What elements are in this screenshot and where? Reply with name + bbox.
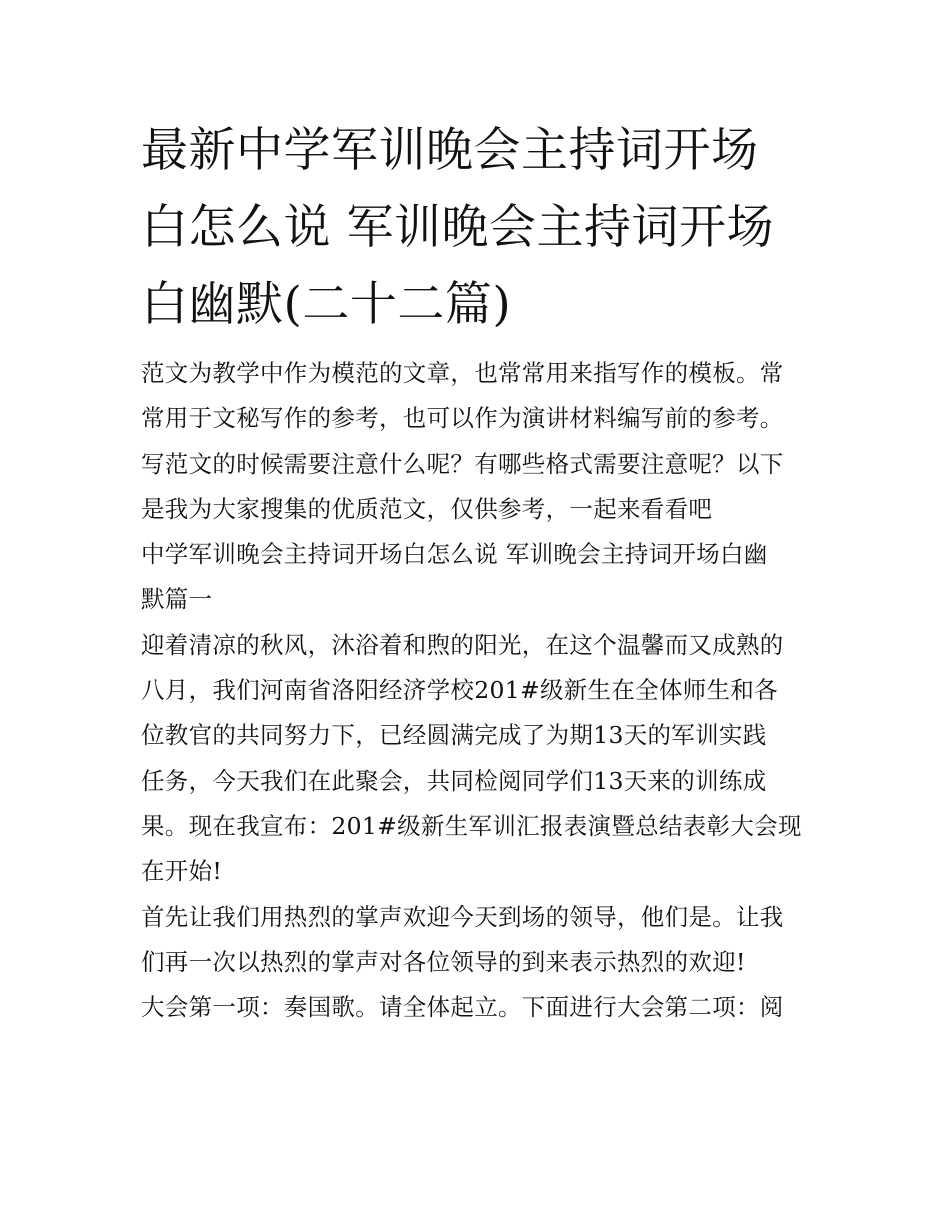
- text-line: 位教官的共同努力下，已经圆满完成了为期13天的军训实践: [141, 721, 767, 750]
- document-body: [141, 351, 813, 1030]
- text-line: 八月，我们河南省洛阳经济学校201#级新生在全体师生和各: [141, 676, 778, 705]
- section-heading: [141, 532, 813, 623]
- text-line: 范文为教学中作为模范的文章，也常常用来指写作的模板。常: [141, 359, 784, 387]
- title-line-3: 白幽默(二十二篇): [141, 277, 512, 332]
- text-line: 们再一次以热烈的掌声对各位领导的到来表示热烈的欢迎!: [141, 947, 746, 976]
- text-line: 在开始!: [141, 857, 223, 886]
- title-line-1: 最新中学军训晚会主持词开场: [141, 123, 759, 178]
- text-line: 是我为大家搜集的优质范文，仅供参考，一起来看看吧: [141, 494, 713, 523]
- text-line: 常用于文秘写作的参考，也可以作为演讲材料编写前的参考。: [141, 404, 784, 433]
- document-title: [141, 112, 813, 343]
- title-line-2: 白怎么说 军训晚会主持词开场: [141, 200, 774, 255]
- text-line: 首先让我们用热烈的掌声欢迎今天到场的领导，他们是。让我: [141, 902, 784, 931]
- text-line: 迎着清凉的秋风，沐浴着和煦的阳光，在这个温馨而又成熟的: [141, 630, 784, 659]
- document-page: [141, 112, 813, 1030]
- text-line: 默篇一: [141, 585, 213, 614]
- paragraph-welcome: [141, 895, 813, 986]
- paragraph-intro: [141, 351, 813, 532]
- paragraph-agenda: [141, 985, 813, 1030]
- text-line: 任务，今天我们在此聚会，共同检阅同学们13天来的训练成: [141, 766, 767, 795]
- text-line: 写范文的时候需要注意什么呢？有哪些格式需要注意呢？以下: [141, 449, 784, 478]
- paragraph-opening: [141, 623, 813, 895]
- text-line: 大会第一项：奏国歌。请全体起立。下面进行大会第二项：阅: [141, 993, 784, 1022]
- text-line: 中学军训晚会主持词开场白怎么说 军训晚会主持词开场白幽: [141, 540, 768, 569]
- text-line: 果。现在我宣布：201#级新生军训汇报表演暨总结表彰大会现: [141, 811, 802, 840]
